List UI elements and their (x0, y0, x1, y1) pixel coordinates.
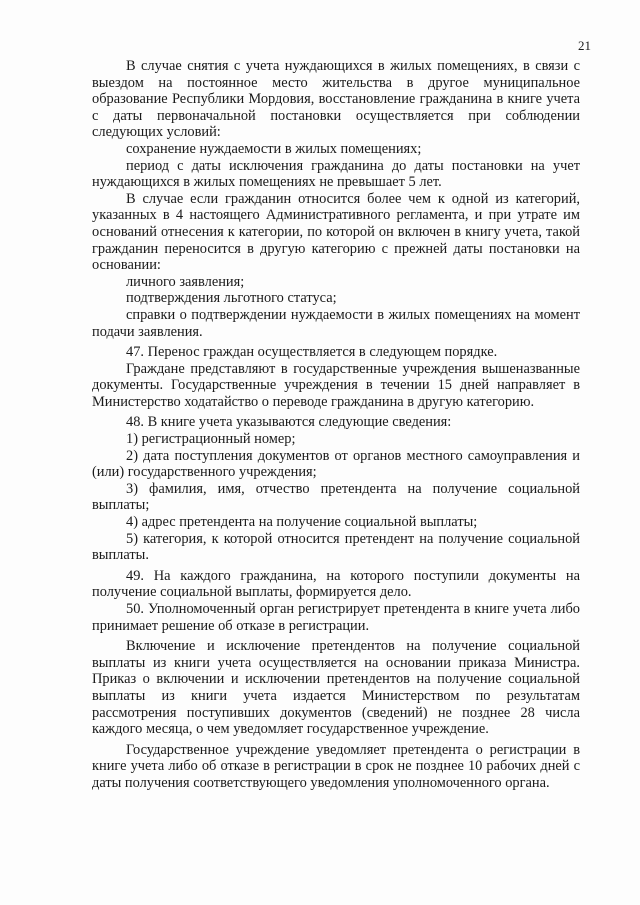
paragraph-item-48-2: 2) дата поступления документов от органов местного самоуправления и (или) государственного учреждения; (92, 447, 580, 481)
paragraph-basis-application: личного заявления; (126, 273, 245, 290)
paragraph-restoration-conditions: В случае снятия с учета нуждающихся в жилых помещениях, в связи с выездом на постоянное место жительства в другое муниципальное образование Республики Мордовия, восстановление гражданина в книге учета с даты первоначальной постановки осуществляется при соблюдении следующих условий: (92, 58, 580, 141)
page-number: 21 (578, 38, 591, 53)
paragraph-item-47: 47. Перенос граждан осуществляется в следующем порядке. (126, 344, 498, 361)
paragraph-item-48-5: 5) категория, к которой относится претендент на получение социальной выплаты. (92, 530, 580, 564)
paragraph-item-50: 50. Уполномоченный орган регистрирует претендента в книге учета либо принимает решение об отказе в регистрации. (92, 601, 580, 634)
paragraph-item-47-procedure: Граждане представляют в государственные учреждения вышеназванные документы. Государственные учреждения в течении 15 дней направляет в Министерство ходатайство о переводе гражданина в другую категорию. (92, 360, 580, 410)
paragraph-item-48-3: 3) фамилия, имя, отчество претендента на получение социальной выплаты; (92, 480, 580, 514)
paragraph-basis-certificate: справки о подтверждении нуждаемости в жилых помещениях на момент подачи заявления. (92, 306, 580, 340)
paragraph-item-49: 49. На каждого гражданина, на которого поступили документы на получение социальной выплаты, формируется дело. (92, 567, 580, 601)
paragraph-category-transfer: В случае если гражданин относится более чем к одной из категорий, указанных в 4 настоящего Административного регламента, и при утрате им оснований отнесения к категории, по которой он включен в книгу учета, такой гражданин переносится в другую категорию с прежней даты постановки на основании: (92, 190, 580, 274)
paragraph-item-48-4: 4) адрес претендента на получение социальной выплаты; (126, 514, 478, 531)
paragraph-condition-need: сохранение нуждаемости в жилых помещениях; (126, 140, 422, 157)
paragraph-basis-status: подтверждения льготного статуса; (126, 290, 337, 307)
paragraph-item-48: 48. В книге учета указываются следующие сведения: (126, 414, 452, 431)
paragraph-notification: Государственное учреждение уведомляет претендента о регистрации в книге учета либо об отказе в регистрации в срок не позднее 10 рабочих дней с даты получения соответствующего уведомления уполномоченного органа. (92, 741, 580, 791)
paragraph-inclusion-exclusion: Включение и исключение претендентов на получение социальной выплаты из книги учета осуществляется на основании приказа Министра. Приказ о включении и исключении претендентов на получение социальной выплаты из книги учета издается Министерством по результатам рассмотрения поступивших документов (сведений) не позднее 28 числа каждого месяца, о чем уведомляет государственное учреждение. (92, 638, 580, 738)
paragraph-item-48-1: 1) регистрационный номер; (126, 431, 296, 448)
paragraph-condition-period: период с даты исключения гражданина до даты постановки на учет нуждающихся в жилых помещениях не превышает 5 лет. (92, 157, 580, 191)
body-text (92, 58, 580, 792)
